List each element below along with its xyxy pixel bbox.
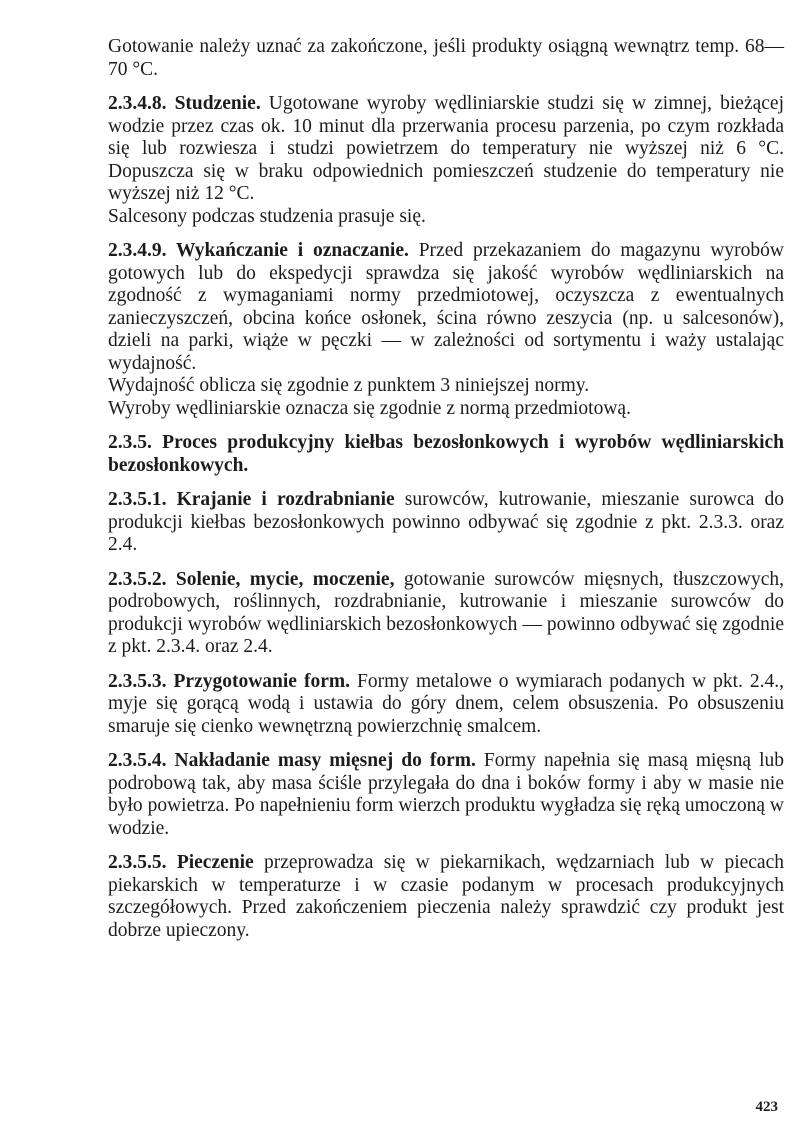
section-heading: 2.3.5.1. Krajanie i rozdrabnianie [108, 489, 395, 510]
section-2-3-5-1 [108, 489, 784, 557]
paragraph-text [108, 671, 784, 739]
paragraph-text [108, 489, 784, 557]
section-body: gotowanie surowców mięsnych, tłuszczowych, podrobowych, roślinnych, rozdrabnianie, kutrowanie i mieszanie surowców do produkcji wyrobów wędliniarskich bezosłonkowych — powinno odbywać się zgodnie z pkt. 2.3.4. oraz 2.4. [108, 568, 784, 657]
section-body: surowców, kutrowanie, mieszanie surowca do produkcji kiełbas bezosłonkowych powinno odbywać się zgodnie z pkt. 2.3.3. oraz 2.4. [108, 489, 785, 555]
section-heading: 2.3.5.4. Nakładanie masy mięsnej do form. [108, 750, 476, 771]
section-heading: 2.3.4.9. Wykańczanie i oznaczanie. [108, 240, 409, 261]
section-2-3-5-4 [108, 750, 784, 840]
section-body: Formy napełnia się masą mięsną lub podrobową tak, aby masa ściśle przylegała do dna i boków formy i aby w masie nie było powietrza. Po napełnieniu form wierzch produktu wygładza się ręką umoczoną w wodzie. [108, 750, 785, 839]
section-heading: 2.3.5.2. Solenie, mycie, moczenie, [108, 568, 395, 590]
paragraph-text [108, 93, 784, 206]
section-2-3-5-heading [108, 432, 784, 477]
section-body: przeprowadza się w piekarnikach, wędzarniach lub w piecach piekarskich w temperaturze i w czasie podanym w procesach produkcyjnych szczegółowych. Przed zakończeniem pieczenia należy sprawdzić czy produkt jest dobrze upieczony. [108, 852, 784, 941]
section-title: 2.3.5. Proces produkcyjny kiełbas bezosłonkowych i wyrobów wędliniarskich bezosłonkowych. [108, 432, 784, 476]
section-heading: 2.3.5.5. Pieczenie [108, 852, 254, 873]
document-page [108, 36, 784, 954]
paragraph-cooking-end [108, 36, 784, 81]
section-2-3-4-9-finishing [108, 240, 784, 420]
section-2-3-5-3 [108, 671, 784, 739]
section-body: Przed przekazaniem do magazynu wyrobów gotowych lub do ekspedycji sprawdza się jakość wyrobów wędliniarskich na zgodność z wymaganiami normy przedmiotowej, oczyszcza z ewentualnych zanieczyszczeń, obcina końce osłonek, ścina równo zeszycia (np. u salcesonów), dzieli na parki, wiąże w pęczki — w zależności od sortymentu i waży ustalając wydajność. [108, 240, 784, 374]
section-heading: 2.3.4.8. Studzenie. [108, 93, 261, 114]
paragraph-text: Gotowanie należy uznać za zakończone, jeśli produkty osiągną wewnątrz temp. 68—70 °C. [108, 36, 784, 80]
paragraph-text: Salcesony podczas studzenia prasuje się. [108, 205, 426, 227]
section-2-3-5-5 [108, 852, 784, 942]
section-2-3-5-2 [108, 569, 784, 659]
section-2-3-4-8-cooling [108, 93, 784, 228]
section-body: Ugotowane wyroby wędliniarskie studzi się w zimnej, bieżącej wodzie przez czas ok. 10 minut dla przerwania procesu parzenia, po czym rozkłada się lub rozwiesza i studzi powietrzem do temperatury nie wyższej niż 6 °C. Dopuszcza się w braku odpowiednich pomieszczeń studzenie do temperatury nie wyższej niż 12 °C. [108, 93, 784, 204]
paragraph-text [108, 240, 784, 375]
page-number: 423 [755, 1099, 778, 1115]
paragraph-text [108, 750, 784, 840]
paragraph-text [108, 852, 784, 942]
paragraph-text: Wyroby wędliniarskie oznacza się zgodnie z normą przedmiotową. [108, 397, 631, 419]
paragraph-text [108, 569, 784, 659]
paragraph-text: Wydajność oblicza się zgodnie z punktem 3 niniejszej normy. [108, 375, 590, 396]
section-heading: 2.3.5.3. Przygotowanie form. [108, 670, 350, 692]
section-body: Formy metalowe o wymiarach podanych w pkt. 2.4., myje się gorącą wodą i ustawia do góry dnem, celem obsuszenia. Po obsuszeniu smaruje się cienko wewnętrzną powierzchnię smalcem. [108, 670, 785, 737]
